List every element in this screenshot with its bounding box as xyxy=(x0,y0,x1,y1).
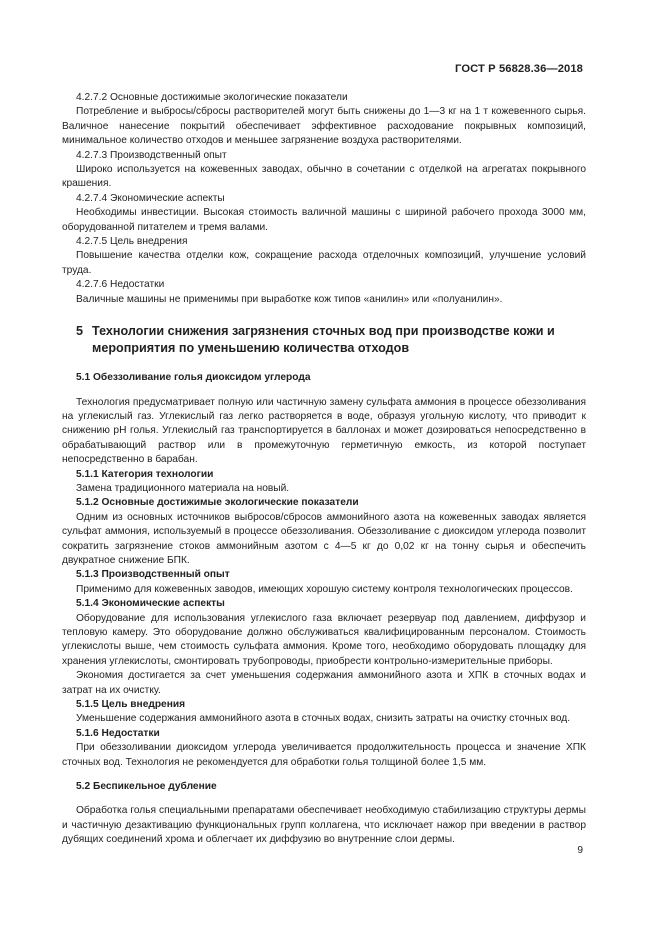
paragraph: Повышение качества отделки кож, сокращение расхода отделочных композиций, улучшение условий труда. xyxy=(62,250,586,276)
heading-5-2: 5.2 Беспикельное дубление xyxy=(76,781,217,793)
page-number: 9 xyxy=(577,845,583,856)
heading-4-2-7-3: 4.2.7.3 Производственный опыт xyxy=(76,149,227,161)
paragraph: Обработка голья специальными препаратами обеспечивает необходимую стабилизацию структуры дермы и частичную дезактивацию функциональных групп коллагена, что исключает нажор при введении в раствор дубящих соединений хрома и облегчает их диффузию во внутренние слои дермы. xyxy=(62,805,586,846)
paragraph: Необходимы инвестиции. Высокая стоимость валичной машины с шириной рабочего прохода 3000 мм, оборудованной питателем и тремя валами. xyxy=(62,207,586,233)
heading-4-2-7-2: 4.2.7.2 Основные достижимые экологические показатели xyxy=(76,92,348,103)
chapter-title: Технологии снижения загрязнения сточных вод при производстве кожи и мероприятия по уменьшению количества отходов xyxy=(92,324,555,356)
chapter-number: 5 xyxy=(76,324,84,339)
heading-5-1-5: 5.1.5 Цель внедрения xyxy=(76,699,186,711)
heading-5-1-2: 5.1.2 Основные достижимые экологические показатели xyxy=(76,497,359,509)
paragraph: При обеззоливании диоксидом углерода увеличивается продолжительность процесса и значение ХПК сточных вод. Технология не рекомендуется для обработки голья толщиной более 1,5 мм. xyxy=(62,742,586,768)
paragraph: Применимо для кожевенных заводов, имеющих хорошую систему контроля технологических процессов. xyxy=(76,583,573,595)
heading-5-1-4: 5.1.4 Экономические аспекты xyxy=(76,598,225,610)
paragraph: Замена традиционного материала на новый. xyxy=(76,482,290,494)
heading-4-2-7-4: 4.2.7.4 Экономические аспекты xyxy=(76,192,225,204)
heading-5-1-6: 5.1.6 Недостатки xyxy=(76,727,160,739)
paragraph: Экономия достигается за счет уменьшения содержания аммонийного азота и ХПК в сточных водах и затрат на их очистку. xyxy=(62,670,586,696)
heading-5-1: 5.1 Обеззоливание голья диоксидом углерода xyxy=(76,372,311,384)
paragraph: Одним из основных источников выбросов/сбросов аммонийного азота на кожевенных заводах является сульфат аммония, используемый в процессе обеззоливания. Обеззоливание с диоксидом углерода позволит сократить загрязнение стоков аммонийным азотом с 4—5 кг до 0,02 кг на тонну сырья и обеспечить двукратное снижение БПК. xyxy=(62,511,586,566)
paragraph: Широко используется на кожевенных заводах, обычно в сочетании с отделкой на агрегатах покрывного крашения. xyxy=(62,164,586,190)
document-body xyxy=(62,91,586,848)
chapter-5-heading xyxy=(62,323,586,357)
paragraph: Оборудование для использования углекислого газа включает резервуар под давлением, диффузор и тепловую камеру. Это оборудование должно обслуживаться квалифицированным персоналом. Стоимость углекислоты выше, чем стоимость сульфата аммония. Кроме того, необходимо оборудовать площадку для хранения углекислоты, смонтировать трубопроводы, приобрести контрольно-измерительные приборы. xyxy=(62,612,586,667)
paragraph: Валичные машины не применимы при выработке кож типов «анилин» или «полуанилин». xyxy=(76,293,503,305)
paragraph: Потребление и выбросы/сбросы растворителей могут быть снижены до 1—3 кг на 1 т кожевенного сырья. Валичное нанесение покрытий обеспечивает эффективное расходование покрывных композиций, минимальное количество отходов и меньшее загрязнение воздуха растворителями. xyxy=(62,106,586,147)
paragraph: Уменьшение содержания аммонийного азота в сточных водах, снизить затраты на очистку сточных вод. xyxy=(76,713,571,725)
heading-4-2-7-6: 4.2.7.6 Недостатки xyxy=(76,279,165,291)
heading-5-1-3: 5.1.3 Производственный опыт xyxy=(76,569,230,581)
document-header: ГОСТ Р 56828.36—2018 xyxy=(455,63,583,75)
paragraph: Технология предусматривает полную или частичную замену сульфата аммония в процессе обеззоливания на углекислый газ. Углекислый газ легко растворяется в воде, образуя угольную кислоту, что приводит к снижению рН голья. Углекислый газ транспортируется в баллонах и может дозироваться непосредственно в обрабатывающий раствор или в промежуточную герметичную емкость, из которой поступает непосредственно в барабан. xyxy=(62,396,586,466)
heading-4-2-7-5: 4.2.7.5 Цель внедрения xyxy=(76,236,188,248)
heading-5-1-1: 5.1.1 Категория технологии xyxy=(76,468,214,480)
